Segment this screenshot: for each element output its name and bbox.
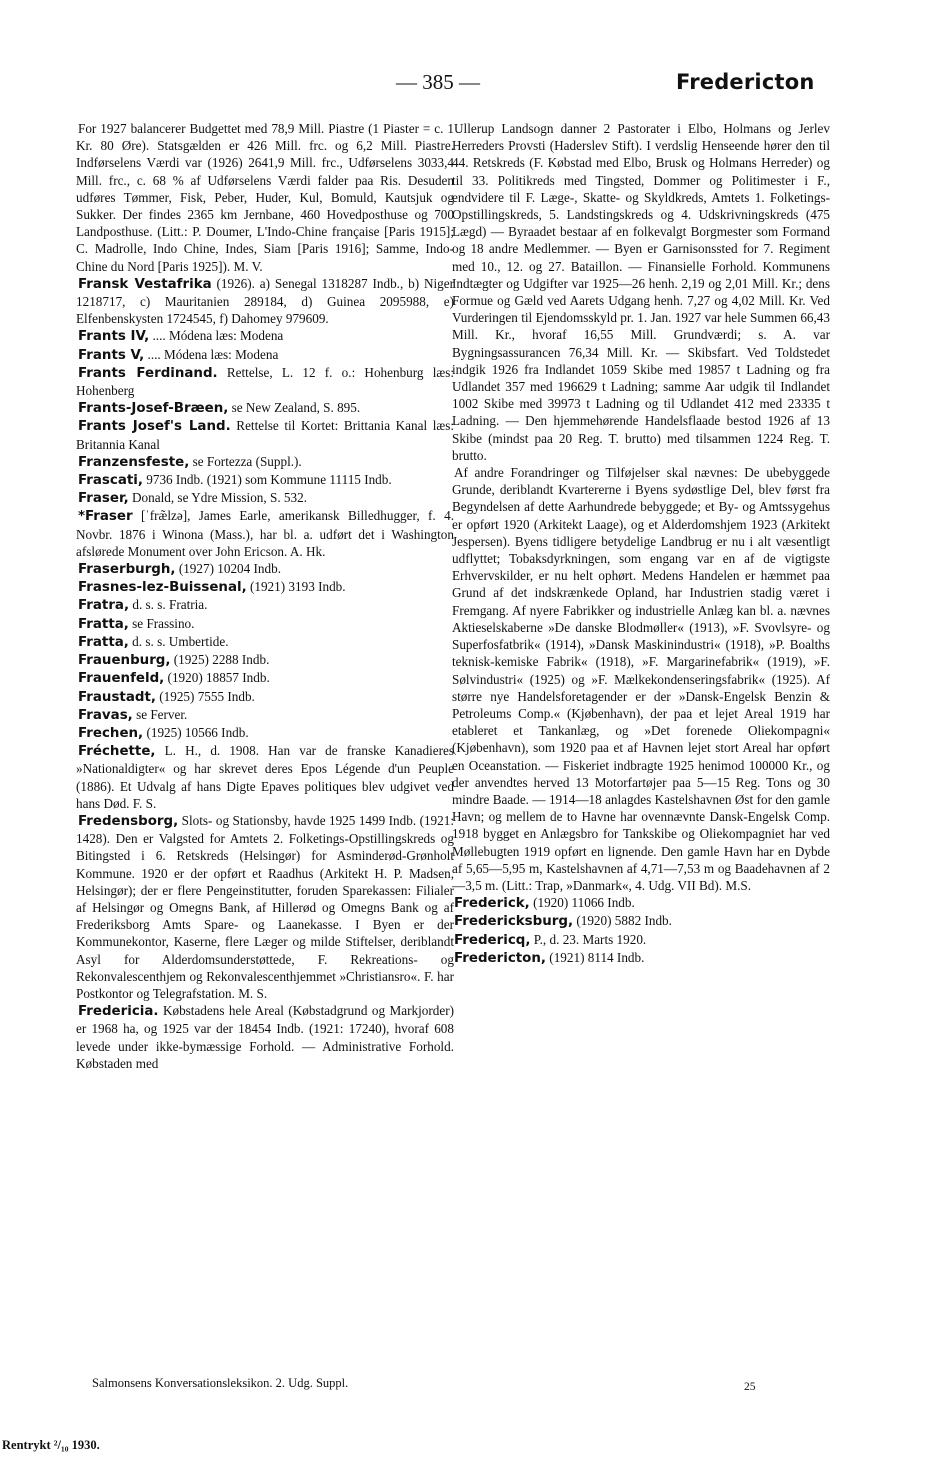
entry-text: P., d. 23. Marts 1920. — [530, 931, 647, 947]
headword: Frascati, — [78, 473, 143, 489]
entry-text: Rettelse, L. 12 f. o.: Hohenburg læs: Hohenberg — [76, 364, 454, 399]
entry-text: Rettelse til Kortet: Brittania Kanal læs: Britannia Kanal — [76, 418, 454, 452]
headword: Fransk Vestafrika — [78, 276, 212, 292]
entry-text: Donald, se Ydre Mission, S. 532. — [128, 490, 307, 506]
entry-text: se Frassino. — [128, 615, 195, 631]
page-number: — 385 — — [396, 70, 480, 94]
headword: Fraserburgh, — [78, 562, 176, 578]
entry-text: Ullerup Landsogn danner 2 Pastorater i Elbo, Holmans og Jerlev Herreders Provsti (Haderslev Stift). I verdslig Henseende hører den til 44. Retskreds (F. Købstad med Elbo, Brusk og Holmans Herreder) og til 33. Politikreds med Tingsted, Dommer og Politimester i F., endvidere til F. Læge-, Skatte- og Skyldkreds, Amtets 1. Folketings-Opstillingskreds, 5. Landstingskreds og 4. Udskrivningskreds (475 Lægd) — Byraadet bestaar af en folkevalgt Borgmester som Formand og 18 andre Medlemmer. — Byen er Garnisonssted for 7. Regiment med 10., 12. og 27. Bataillon. — Finansielle Forhold. Kommunens Indtægter og Udgifter var 1925—26 henh. 2,19 og 2,01 Mill. Kr.; dens Formue og Gæld ved Aarets Udgang henh. 7,27 og 4,02 Mill. Kr. Ved Vurderingen til Ejendomsskyld pr. 1. Jan. 1927 var hele Summen 66,43 Mill. Kr., hvoraf 16,55 Mill. Grundværdi; s. A. var Bygningsassurancen 76,34 Mill. Kr. — Skibsfart. Ved Toldstedet indgik 1926 fra Indlandet 1059 Skibe med 19857 t Ladning og fra Udlandet 357 med 196629 t Ladning; samme Aar udgik til Indlandet 1002 Skibe med 39973 t Ladning og til Udlandet 412 med 23335 t Ladning. — Den hjemmehørende Handelsflaade bestod 1926 af 13 Skibe (mindst paa 20 Reg. T. brutto) med tilsammen 1224 Reg. T. brutto. — [452, 121, 830, 463]
entry-text: Købstadens hele Areal (Købstadgrund og Markjorder) er 1968 ha, og 1925 var der 18454 Indb. (1921: 17240), hvoraf 608 levede under ikke-bymæssige Forhold. — Administrative Forhold. Købstaden med — [76, 1003, 454, 1071]
entry — [76, 633, 454, 651]
headword: Fredensborg, — [78, 813, 179, 829]
entry-text: d. s. s. Umbertide. — [128, 633, 229, 649]
headword: Frants V, — [78, 347, 145, 363]
headword: Frants IV, — [78, 329, 150, 345]
entry — [76, 489, 454, 507]
entry — [452, 894, 830, 912]
running-head: Fredericton — [676, 70, 815, 94]
entry — [76, 596, 454, 614]
entry — [76, 453, 454, 471]
entry — [76, 706, 454, 724]
headword: Frederick, — [454, 896, 530, 912]
entry-text: (1926). a) Senegal 1318287 Indb., b) Niger 1218717, c) Mauritanien 289184, d) Guinea 2095988, e) Elfenbenskysten 1724545, f) Dahomey 979609. — [76, 275, 454, 327]
entry-text: .... Módena læs: Modena — [149, 328, 284, 344]
right-column — [452, 120, 830, 967]
headword: Fratra, — [78, 598, 130, 614]
reprint-note: Rentrykt ²/₁₀ 1930. — [2, 1438, 100, 1452]
entry-text: (1927) 10204 Indb. — [175, 561, 282, 577]
entry — [76, 417, 454, 452]
entry — [76, 399, 454, 417]
headword: Frants-Josef-Bræen, — [78, 401, 229, 417]
entry-text: d. s. s. Fratria. — [129, 597, 208, 613]
headword: Fraser, — [78, 491, 129, 507]
entry — [76, 615, 454, 633]
headword: Frauenfeld, — [78, 671, 165, 687]
headword: Frechen, — [78, 725, 144, 741]
entry — [76, 275, 454, 328]
entry — [76, 812, 454, 1002]
headword: Fredericia. — [78, 1004, 159, 1020]
entry-text: (1921) 3193 Indb. — [246, 579, 346, 595]
entry — [452, 464, 830, 894]
entry — [452, 120, 830, 464]
headword: Fravas, — [78, 707, 133, 723]
entry-text: se Ferver. — [132, 706, 188, 722]
entry — [76, 578, 454, 596]
entry — [76, 688, 454, 706]
headword: Franzensfeste, — [78, 454, 190, 470]
entry — [76, 507, 454, 560]
entry — [76, 669, 454, 687]
entry — [452, 949, 830, 967]
entry — [76, 651, 454, 669]
entry — [76, 742, 454, 812]
entry-text: .... Módena læs: Modena — [144, 346, 279, 362]
entry-text: Slots- og Stationsby, havde 1925 1499 Indb. (1921: 1428). Den er Valgsted for Amtets 2. Folketings-Opstillingskreds og Bitingsted i 6. Retskreds (Helsingør) for Asminderød-Grønholt Kommune. 1920 er der opført et Raadhus (Arkitekt H. P. Madsen, Helsingør); der er flere Pengeinstitutter, foruden Sparekassen: Filialer af Helsingør og Omegns Bank, af Hillerød og Omegns Bank og af Frederiksborg Amts Spare- og Laanekasse. I Byen er der Kommunekontor, Kaserne, flere Læger og milde Stiftelser, deriblandt Asyl for Alderdomsunderstøttede, F. Rekreations- og Rekonvalescenthjem og Rekonvalescenthjemmet »Christiansro«. F. har Postkontor og Telegrafstation. M. S. — [76, 812, 454, 1001]
signature-mark: 25 — [744, 1381, 756, 1393]
headword: Fratta, — [78, 616, 129, 632]
entry-text: (1920) 5882 Indb. — [573, 913, 672, 929]
entry — [76, 327, 454, 345]
source-line: Salmonsens Konversationsleksikon. 2. Udg. Suppl. — [92, 1376, 349, 1390]
headword: *Fraser — [78, 509, 133, 525]
headword: Fraustadt, — [78, 689, 156, 705]
headword: Fredericton, — [454, 950, 546, 966]
headword: Fredericq, — [454, 932, 531, 948]
entry-text: For 1927 balancerer Budgettet med 78,9 Mill. Piastre (1 Piaster = c. 1 Kr. 80 Øre). Statsgælden er 426 Mill. frc. og 6,2 Mill. Piastre. Indførselens Værdi var (1926) 2641,9 Mill. frc., Udførselens 3033,4 Mill. frc., c. 68 % af Udførselens Værdi falder paa Ris. Desuden udføres Tømmer, Fisk, Peber, Huder, Kul, Bomuld, Kautsjuk og Sukker. Der findes 2365 km Jernbane, 460 Hovedposthuse og 700 Landposthuse. (Litt.: P. Doumer, L'Indo-Chine française [Paris 1915]; C. Madrolle, Indo Chine, Indes, Siam [Paris 1916]; Samme, Indo-Chine du Nord [Paris 1925]). M. V. — [76, 121, 454, 274]
page-header — [0, 70, 928, 100]
headword: Fredericksburg, — [454, 914, 574, 930]
headword: Fréchette, — [78, 744, 156, 760]
left-column — [76, 120, 454, 1072]
headword: Frants Josef's Land. — [78, 419, 231, 435]
entry-text: [ˈfræ̃lzə], James Earle, amerikansk Billedhugger, f. 4. Novbr. 1876 i Winona (Mass.), har bl. a. udført det i Washington afslørede Monument over John Ericson. A. Hk. — [76, 508, 454, 559]
entry-text: (1920) 18857 Indb. — [164, 670, 270, 686]
entry — [76, 471, 454, 489]
entry — [76, 120, 454, 275]
entry — [76, 724, 454, 742]
entry — [76, 1002, 454, 1072]
entry-text: se New Zealand, S. 895. — [228, 400, 361, 416]
entry — [76, 364, 454, 399]
entry-text: L. H., d. 1908. Han var de franske Kanadieres »Nationaldigter« og har skrevet deres Epos Légende d'un Peuple (1886). Et Udvalg af hans Digte Epaves politiques blev udgivet ved hans Død. F. S. — [76, 743, 454, 811]
entry — [452, 931, 830, 949]
entry-text: 9736 Indb. (1921) som Kommune 11115 Indb. — [142, 472, 392, 488]
entry — [76, 346, 454, 364]
headword: Frants Ferdinand. — [78, 365, 218, 381]
entry-text: (1925) 10566 Indb. — [143, 724, 249, 740]
headword: Fratta, — [78, 634, 129, 650]
entry-text: se Fortezza (Suppl.). — [189, 453, 302, 469]
entry-text: (1920) 11066 Indb. — [529, 895, 635, 911]
entry-text: (1925) 2288 Indb. — [170, 652, 270, 668]
entry-text: (1925) 7555 Indb. — [155, 688, 255, 704]
entry-text: (1921) 8114 Indb. — [546, 949, 645, 965]
headword: Frasnes-lez-Buissenal, — [78, 580, 247, 596]
entry — [76, 560, 454, 578]
entry — [452, 912, 830, 930]
entry-text: Af andre Forandringer og Tilføjelser skal nævnes: De ubebyggede Grunde, deriblandt Kvartererne i Byens sydøstlige Del, blev først fra Begyndelsen af dette Aarhundrede bebyggede; et By- og Amtssygehus er opført 1920 (Arkitekt Laage), og et Alderdomshjem 1923 (Arkitekt Jespersen). Byens tidligere betydelige Landbrug er nu i alt væsentligt udflyttet; Tobaksdyrkningen, som engang var en af de vigtigste Erhvervskilder, er nu helt ophørt. Medens Handelen er hæmmet paa Grund af det indskrænkede Opland, har Industrien stadig været i Fremgang. Af nyere Fabrikker og industrielle Anlæg kan bl. a. nævnes Aktieselskaberne »De danske Blodmøller« (1913), »F. Svovlsyre- og Superfosfatbrik« (1914), »Dansk Maskinindustri« (1918), »P. Boalths teknisk-kemiske Fabrik« (1918), »F. Margarinefabrik« (1919), »F. Sølvindustri« (1925) og »F. Mælkekondenseringsfabrik« (1925). Af større nye Handelsforetagender er der »Dansk-Engelsk Benzin & Petroleums Comp.« (Kjøbenhavn), der paa et lejet Areal 1919 har etableret et Tankanlæg, og »Det forenede Oliekompagni« (Kjøbenhavn), som 1920 paa et af Havnen lejet stort Areal har opført en Oceanstation. — Fiskeriet indbragte 1925 henimod 100000 Kr., og der anvendtes herved 13 Motorfartøjer paa 5—15 Reg. Tons og 30 mindre Baade. — 1914—18 anlagdes Kastelshavnen Øst for den gamle Havn; og mellem de to Havne har ovennævnte Dansk-Engelsk Comp. 1918 bygget en Anlægsbro for Tankskibe og Oliekompagniet har ved Møllebugten 1919 opført en lignende. Den gamle Havn har en Dybde af 5,65—5,95 m, Kastelshavnen af 4,71—7,53 m og Baadehavnen af 2—3,5 m. (Litt.: Trap, »Danmark«, 4. Udg. VII Bd). M.S. — [452, 465, 830, 893]
headword: Frauenburg, — [78, 653, 171, 669]
